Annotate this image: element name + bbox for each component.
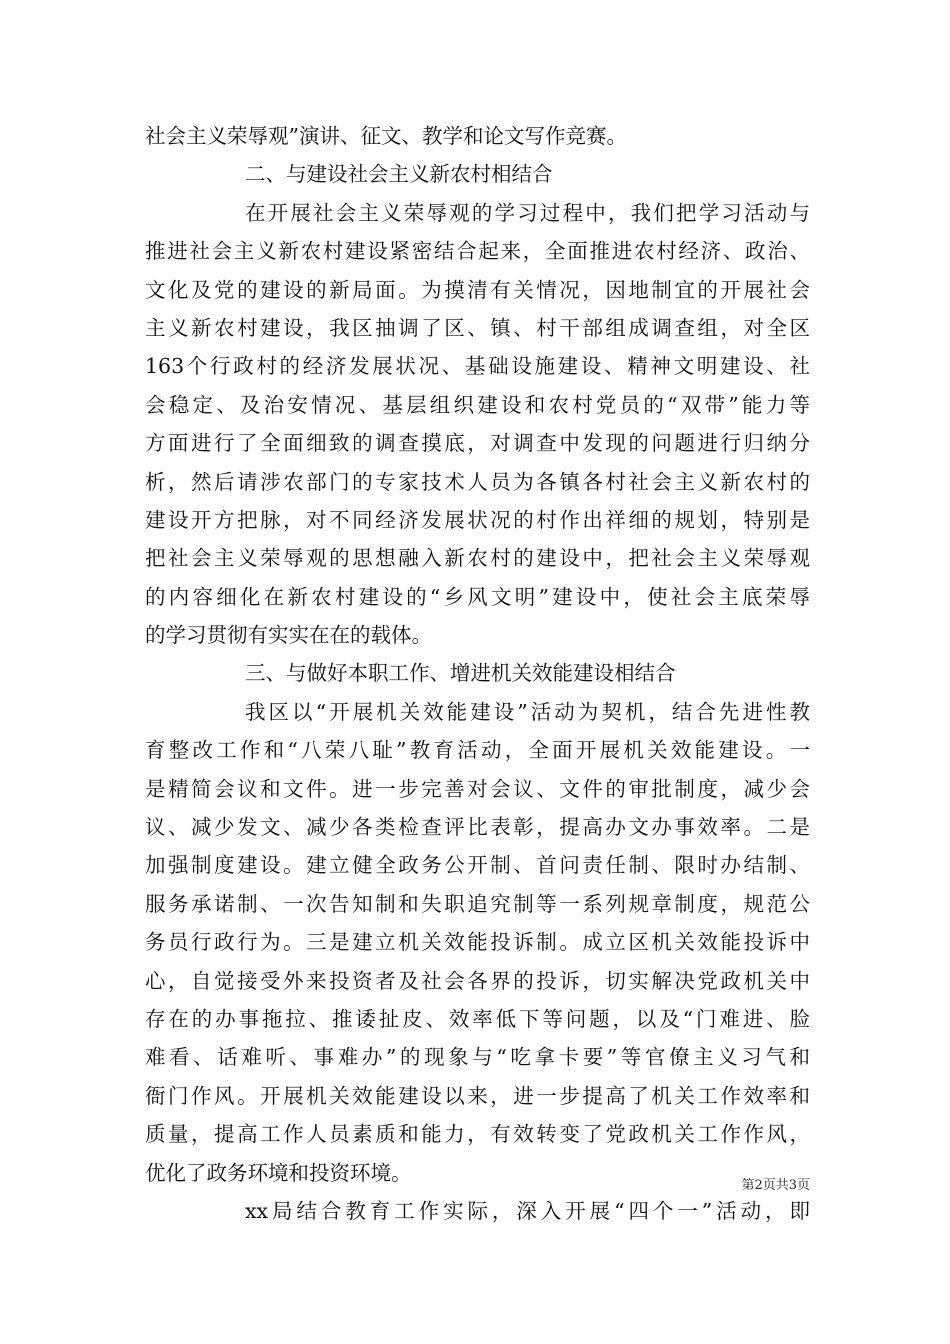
text-line: 文化及党的建设的新局面。为摸清有关情况，因地制宜的开展社会: [145, 277, 810, 302]
text-line: 质量，提高工作人员素质和能力，有效转变了党政机关工作作风，: [145, 1122, 810, 1147]
text-line: 在开展社会主义荣辱观的学习过程中，我们把学习活动与: [245, 200, 810, 225]
section-heading: 三、与做好本职工作、增进机关效能建设相结合: [245, 661, 676, 686]
text-line: 我区以“开展机关效能建设”活动为契机，结合先进性教: [245, 699, 810, 724]
text-line: xx局结合教育工作实际，深入开展“四个一”活动，即: [245, 1198, 810, 1223]
text-line: 务员行政行为。三是建立机关效能投诉制。成立区机关效能投诉中: [145, 930, 810, 955]
text-line: 163个行政村的经济发展状况、基础设施建设、精神文明建设、社: [145, 354, 810, 379]
text-line: 存在的办事拖拉、推诿扯皮、效率低下等问题，以及“门难进、脸: [145, 1006, 810, 1031]
text-line: 方面进行了全面细致的调查摸底，对调查中发现的问题进行归纳分: [145, 431, 810, 456]
text-line: 难看、话难听、事难办”的现象与“吃拿卡要”等官僚主义习气和: [145, 1045, 810, 1070]
text-line: 育整改工作和“八荣八耻”教育活动，全面开展机关效能建设。一: [145, 738, 810, 763]
text-line: 的内容细化在新农村建设的“乡风文明”建设中，使社会主底荣辱: [145, 584, 810, 609]
text-line: 社会主义荣辱观”演讲、征文、教学和论文写作竞赛。: [145, 124, 627, 148]
text-line: 的学习贯彻有实实在在的载体。: [145, 623, 432, 648]
text-line: 议、减少发文、减少各类检查评比表彰，提高办文办事效率。二是: [145, 815, 810, 840]
section-heading: 二、与建设社会主义新农村相结合: [245, 162, 553, 187]
text-line: 心，自觉接受外来投资者及社会各界的投诉，切实解决党政机关中: [145, 968, 810, 993]
text-line: 建设开方把脉，对不同经济发展状况的村作出祥细的规划，特别是: [145, 507, 810, 532]
text-line: 把社会主义荣辱观的思想融入新农村的建设中，把社会主义荣辱观: [145, 546, 810, 571]
text-line: 优化了政务环境和投资环境。: [145, 1160, 412, 1185]
page-number-footer: 第2页共3页: [741, 1178, 810, 1193]
text-line: 服务承诺制、一次告知制和失职追究制等一系列规章制度，规范公: [145, 891, 810, 916]
text-line: 加强制度建设。建立健全政务公开制、首问责任制、限时办结制、: [145, 853, 810, 878]
text-line: 衙门作风。开展机关效能建设以来，进一步提高了机关工作效率和: [145, 1083, 810, 1108]
text-line: 析，然后请涉农部门的专家技术人员为各镇各村社会主义新农村的: [145, 469, 810, 494]
text-line: 会稳定、及治安情况、基层组织建设和农村党员的“双带”能力等: [145, 392, 810, 417]
text-line: 推进社会主义新农村建设紧密结合起来，全面推进农村经济、政治、: [145, 239, 810, 264]
text-line: 主义新农村建设，我区抽调了区、镇、村干部组成调查组，对全区: [145, 315, 810, 340]
text-line: 是精简会议和文件。进一步完善对会议、文件的审批制度，减少会: [145, 776, 810, 801]
body-text: [145, 117, 810, 1230]
